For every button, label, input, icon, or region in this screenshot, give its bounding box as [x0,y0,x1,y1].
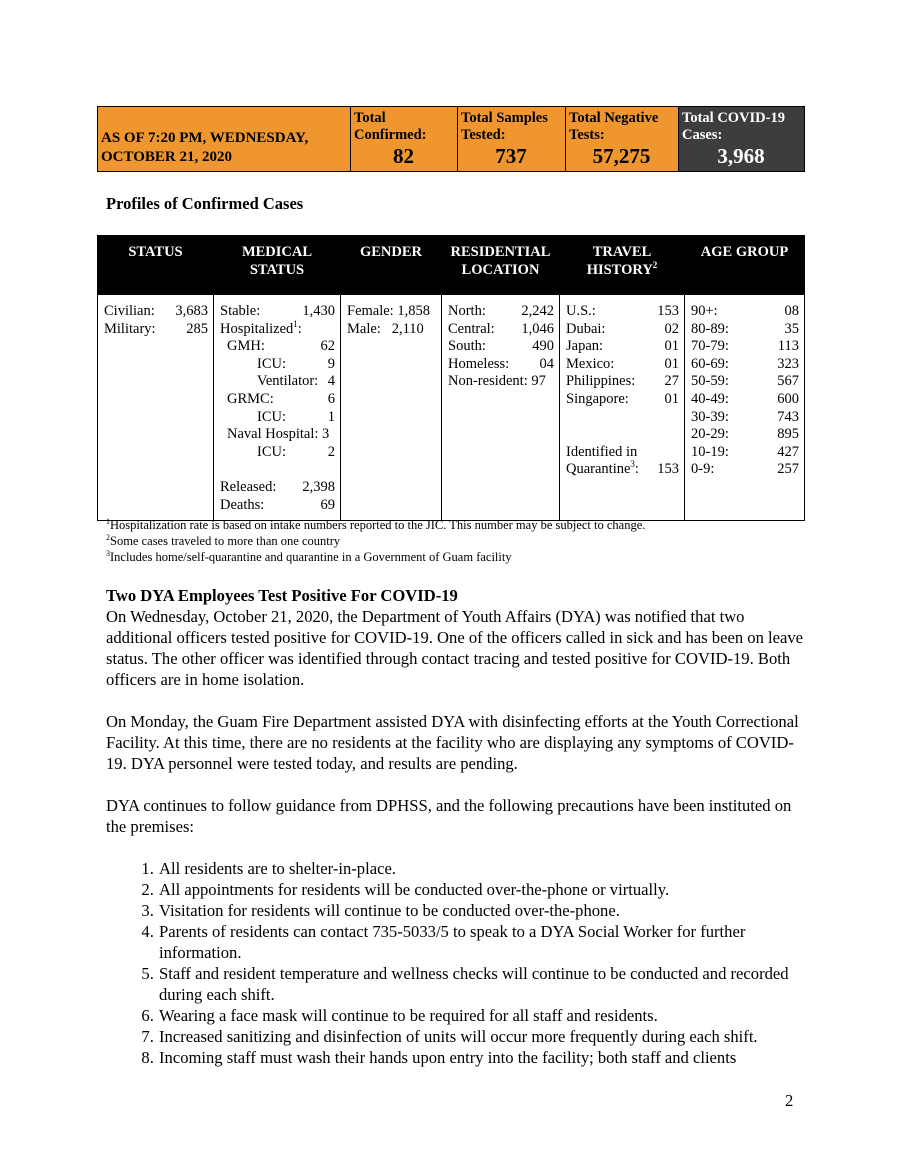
total-negative-value: 57,275 [592,144,651,168]
footnote-3: $^3$Includes home/self-quarantine and quarantine in a Government of Guam facility [106,548,512,564]
age-30-39: 30-39: 743 [691,408,799,425]
travel-dubai: Dubai: 02 [566,320,679,337]
residential-nonresident: Non-resident: 97 [448,373,546,390]
medical-grmc: GRMC: 6 [227,390,335,407]
total-cases-label: Total COVID-19 Cases: [682,110,785,143]
medical-naval-icu: ICU: 2 [257,443,335,460]
status-cell [98,295,214,521]
list-item: 7. Increased sanitizing and disinfection of units will occur more frequently during each shift. [158,1026,806,1047]
age-90-plus: 90+: 08 [691,303,799,319]
medical-hospitalized: Hospitalized$^1$: [220,318,302,337]
total-cases-value: 3,968 [717,144,765,168]
total-confirmed-value: 82 [393,144,414,168]
total-samples-value: 737 [495,144,527,168]
list-item: 2. All appointments for residents will be conducted over-the-phone or virtually. [158,879,806,900]
total-samples-label: Total Samples Tested: [461,110,548,143]
age-20-29: 20-29: 895 [691,426,799,443]
age-10-19: 10-19: 427 [691,443,799,460]
medical-stable: Stable: 1,430 [220,303,335,319]
profiles-table [97,235,805,521]
header-status: STATUS [98,235,214,295]
medical-released: Released: 2,398 [220,478,335,495]
profiles-data-row [98,295,805,521]
age-80-89: 80-89: 35 [691,320,799,337]
as-of-cell: AS OF 7:20 PM, WEDNESDAY, OCTOBER 21, 2020 [98,107,351,172]
age-group-cell [685,295,805,521]
footnote-2: $^2$Some cases traveled to more than one country [106,532,341,548]
travel-quarantine: Quarantine$^3$: 153 [566,459,679,478]
profiles-title: Profiles of Confirmed Cases [106,194,304,213]
precautions-list [106,858,806,1068]
residential-south: South: 490 [448,338,554,355]
footnotes [106,517,645,565]
age-50-59: 50-59: 567 [691,373,799,390]
total-confirmed-cell [351,107,458,172]
footnote-1: $^1$Hospitalization rate is based on intake numbers reported to the JIC. This number may be subject to change. [106,516,646,532]
travel-singapore: Singapore: 01 [566,390,679,407]
travel-us: U.S.: 153 [566,303,679,319]
travel-identified: Identified in [566,443,638,460]
medical-status-cell [214,295,341,521]
age-60-69: 60-69: 323 [691,355,799,372]
summary-banner [97,106,805,172]
profiles-header-row [98,235,805,295]
header-gender: GENDER [341,235,442,295]
medical-deaths: Deaths: 69 [220,496,335,513]
travel-japan: Japan: 01 [566,338,679,355]
residential-homeless: Homeless: 04 [448,355,554,372]
travel-mexico: Mexico: 01 [566,355,679,372]
header-residential-location: RESIDENTIAL LOCATION [442,235,560,295]
list-item: 3. Visitation for residents will continue to be conducted over-the-phone. [158,900,806,921]
residential-north: North: 2,242 [448,303,554,319]
travel-philippines: Philippines: 27 [566,373,679,390]
total-negative-label: Total Negative Tests: [569,110,659,143]
list-item: 1. All residents are to shelter-in-place. [158,858,806,879]
header-medical-status: MEDICAL STATUS [214,235,341,295]
header-age-group: AGE GROUP [685,235,805,295]
age-0-9: 0-9: 257 [691,461,799,478]
medical-gmh: GMH: 62 [227,338,335,355]
total-confirmed-label: Total Confirmed: [354,110,427,143]
header-travel-history: TRAVEL HISTORY$^2$ [560,235,685,295]
residential-cell [442,295,560,521]
total-negative-cell [566,107,679,172]
status-civilian: Civilian: 3,683 [104,303,208,319]
article [106,585,806,1068]
age-70-79: 70-79: 113 [691,338,799,355]
page-number: 2 [785,1091,794,1110]
list-item: 8. Incoming staff must wash their hands upon entry into the facility; both staff and clients [158,1047,806,1068]
total-cases-cell [679,107,805,172]
article-paragraph: On Wednesday, October 21, 2020, the Department of Youth Affairs (DYA) was notified that two additional officers tested positive for COVID-19. One of the officers called in sick and has been on leave status. The other officer was identified through contact tracing and tested positive for COVID-19. Both officers are in home isolation. [106,607,804,689]
article-title: Two DYA Employees Test Positive For COVID-19 [106,586,458,605]
total-samples-cell [458,107,566,172]
medical-gmh-icu: ICU: 9 [257,355,335,372]
list-item: 5. Staff and resident temperature and wellness checks will continue to be conducted and recorded during each shift. [158,963,806,1005]
medical-naval-hospital: Naval Hospital: 3 [227,426,330,443]
travel-history-cell [560,295,685,521]
age-40-49: 40-49: 600 [691,390,799,407]
article-paragraph: On Monday, the Guam Fire Department assisted DYA with disinfecting efforts at the Youth Correctional Facility. At this time, there are no residents at the facility who are displaying any symptoms of COVID-19. DYA personnel were tested today, and results are pending. [106,712,799,773]
gender-female: Female: 1,858 [347,303,430,319]
list-item: 4. Parents of residents can contact 735-5033/5 to speak to a DYA Social Worker for further information. [158,921,806,963]
status-military: Military: 285 [104,320,208,337]
residential-central: Central: 1,046 [448,320,554,337]
gender-male: Male: 2,110 [347,320,424,337]
medical-grmc-icu: ICU: 1 [257,408,335,425]
list-item: 6. Wearing a face mask will continue to be required for all staff and residents. [158,1005,806,1026]
article-paragraph: DYA continues to follow guidance from DPHSS, and the following precautions have been instituted on the premises: [106,796,792,836]
gender-cell [341,295,442,521]
medical-ventilator: Ventilator: 4 [257,373,335,390]
